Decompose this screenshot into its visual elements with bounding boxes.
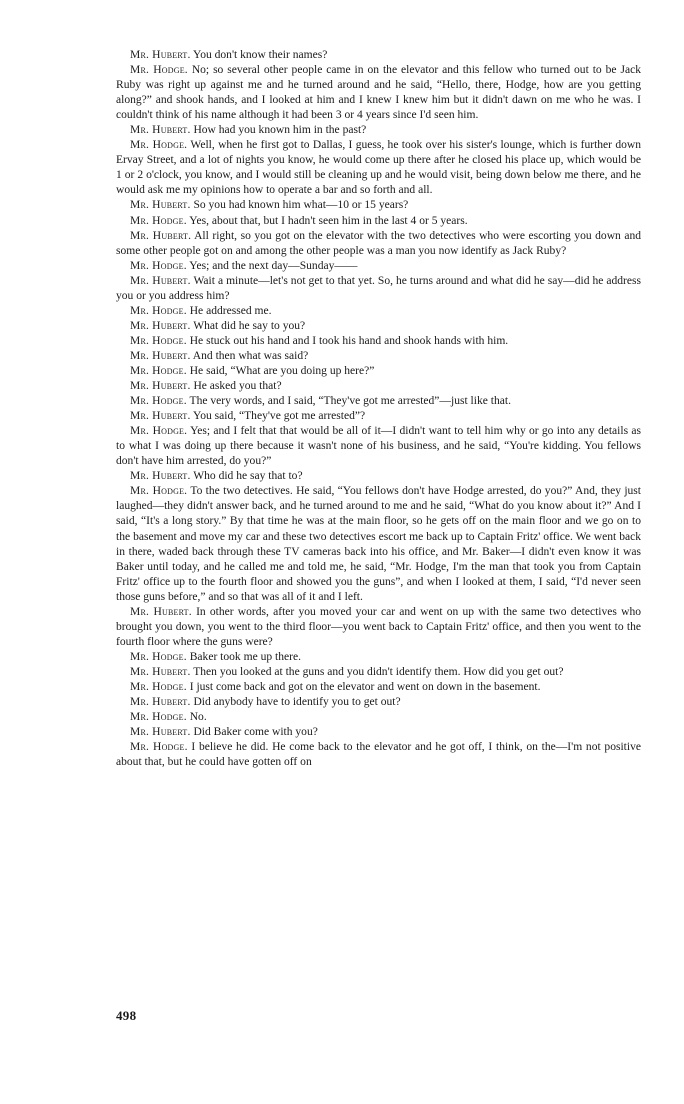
statement-text: All right, so you got on the elevator with the two detectives who were escorting you down and some other people got on and among the other people was a man you now identify as Jack Ruby? xyxy=(116,229,642,257)
statement-text: Wait a minute—let's not get to that yet. So, he turns around and what did he say—did he address you or you address him? xyxy=(116,274,641,302)
speaker-label: Mr. Hubert. xyxy=(130,726,191,739)
statement-text: Yes, about that, but I hadn't seen him in the last 4 or 5 years. xyxy=(189,214,468,227)
testimony-paragraph xyxy=(116,605,641,650)
speaker-label: Mr. Hodge. xyxy=(130,214,187,227)
speaker-label: Mr. Hubert. xyxy=(130,199,191,212)
speaker-label: Mr. Hodge. xyxy=(130,650,187,663)
statement-text: Baker took me up there. xyxy=(189,650,301,663)
speaker-label: Mr. Hodge. xyxy=(130,485,188,498)
testimony-paragraph xyxy=(116,319,641,334)
statement-text: Yes; and the next day—Sunday—— xyxy=(189,259,358,272)
testimony-paragraph xyxy=(116,725,641,740)
statement-text: I just come back and got on the elevator and went on down in the basement. xyxy=(189,680,541,693)
statement-text: So you had known him what—10 or 15 years? xyxy=(193,199,409,212)
speaker-label: Mr. Hubert. xyxy=(130,229,192,242)
speaker-label: Mr. Hubert. xyxy=(130,49,191,61)
statement-text: No; so several other people came in on the elevator and this fellow who turned out to be Jack Ruby was right up against me and he turned around and he said, “Hello, there, Hodge, how are you getting along?” and shook hands, and I looked at him and I knew I knew him but it didn't dawn on me who he was. I couldn't think of his name although it had been 3 or 4 years since I'd seen him. xyxy=(116,64,641,122)
testimony-paragraph xyxy=(116,229,641,259)
statement-text: The very words, and I said, “They've got me arrested”—just like that. xyxy=(189,395,511,408)
statement-text: And then what was said? xyxy=(192,349,309,362)
statement-text: He asked you that? xyxy=(193,380,282,393)
testimony-paragraph xyxy=(116,710,641,725)
statement-text: Did Baker come with you? xyxy=(193,726,318,739)
testimony-paragraph xyxy=(116,198,641,213)
speaker-label: Mr. Hubert. xyxy=(130,410,191,423)
speaker-label: Mr. Hodge. xyxy=(130,711,187,724)
testimony-paragraph xyxy=(116,680,641,695)
speaker-label: Mr. Hodge. xyxy=(130,680,187,693)
speaker-label: Mr. Hodge. xyxy=(130,395,187,408)
statement-text: Did anybody have to identify you to get out? xyxy=(193,696,401,709)
testimony-paragraph xyxy=(116,379,641,394)
statement-text: How had you known him in the past? xyxy=(193,124,367,137)
statement-text: You said, “They've got me arrested”? xyxy=(193,410,366,423)
testimony-paragraph xyxy=(116,665,641,680)
testimony-paragraph xyxy=(116,349,641,364)
statement-text: What did he say to you? xyxy=(193,319,306,332)
speaker-label: Mr. Hodge. xyxy=(130,259,187,272)
testimony-paragraph xyxy=(116,650,641,665)
testimony-paragraph xyxy=(116,123,641,138)
speaker-label: Mr. Hubert. xyxy=(130,124,191,137)
testimony-paragraph xyxy=(116,48,641,63)
page-number: 498 xyxy=(116,1008,137,1023)
statement-text: You don't know their names? xyxy=(193,49,328,61)
testimony-paragraph xyxy=(116,304,641,319)
speaker-label: Mr. Hodge. xyxy=(130,364,187,377)
testimony-paragraph xyxy=(116,138,641,198)
testimony-paragraph xyxy=(116,274,641,304)
speaker-label: Mr. Hodge. xyxy=(130,304,187,317)
testimony-paragraph xyxy=(116,63,641,123)
testimony-paragraph xyxy=(116,259,641,274)
testimony-body xyxy=(116,48,641,770)
statement-text: He stuck out his hand and I took his hand and shook hands with him. xyxy=(189,334,509,347)
speaker-label: Mr. Hodge. xyxy=(130,139,188,152)
statement-text: To the two detectives. He said, “You fellows don't have Hodge arrested, do you?” And, they just laughed—they didn't answer back, and he turned around to me and he said, “What do you know about it?” And I said, “It's a long story.” By that time he was at the main floor, so he gets off on the main floor and we go on to the basement and move my car and these two detectives escort me back up to Captain Fritz' office. We went back in there, waded back through these TV cameras back into his office, and Mr. Baker—I didn't even know it was Baker until today, and he called me and told me, he said, “Mr. Hodge, I'm the man that took you from Captain Fritz' office up to the fourth floor and showed you the guns”, and when I looked at them, I said, “I'd never seen those guns before,” and so that was all of it and I left. xyxy=(116,485,641,603)
testimony-paragraph xyxy=(116,364,641,379)
speaker-label: Mr. Hodge. xyxy=(130,64,188,77)
testimony-paragraph xyxy=(116,214,641,229)
testimony-paragraph xyxy=(116,409,641,424)
speaker-label: Mr. Hubert. xyxy=(130,319,191,332)
statement-text: Well, when he first got to Dallas, I guess, he took over his sister's lounge, which is further down Ervay Street, and a lot of nights you know, he would come up there after he closed his place up, which would be 1 or 2 o'clock, you know, and I would still be cleaning up and he would visit, being down below me there, and he would ask me my opinions how to operate a bar and so forth and all. xyxy=(116,139,641,197)
testimony-paragraph xyxy=(116,484,641,604)
testimony-paragraph xyxy=(116,394,641,409)
statement-text: He addressed me. xyxy=(189,304,272,317)
speaker-label: Mr. Hubert. xyxy=(130,274,191,287)
speaker-label: Mr. Hubert. xyxy=(130,665,191,678)
speaker-label: Mr. Hubert. xyxy=(130,605,192,618)
speaker-label: Mr. Hubert. xyxy=(130,696,191,709)
testimony-paragraph xyxy=(116,469,641,484)
statement-text: I believe he did. He come back to the elevator and he got off, I think, on the—I'm not positive about that, but he could have gotten off on xyxy=(116,741,641,769)
testimony-paragraph xyxy=(116,740,641,770)
testimony-paragraph xyxy=(116,695,641,710)
testimony-paragraph xyxy=(116,424,641,469)
statement-text: Then you looked at the guns and you didn't identify them. How did you get out? xyxy=(193,665,564,678)
testimony-paragraph xyxy=(116,334,641,349)
speaker-label: Mr. Hubert. xyxy=(130,349,191,362)
statement-text: In other words, after you moved your car and went on up with the same two detectives who brought you down, you went to the third floor—you went back to Captain Fritz' office, and then you went to the fourth floor where the guns were? xyxy=(116,605,641,648)
speaker-label: Mr. Hubert. xyxy=(130,470,191,483)
speaker-label: Mr. Hodge. xyxy=(130,334,187,347)
statement-text: No. xyxy=(189,711,207,724)
statement-text: Who did he say that to? xyxy=(193,470,303,483)
speaker-label: Mr. Hodge. xyxy=(130,425,188,438)
statement-text: He said, “What are you doing up here?” xyxy=(189,364,375,377)
speaker-label: Mr. Hubert. xyxy=(130,380,191,393)
statement-text: Yes; and I felt that that would be all of it—I didn't want to tell him why or go into any details as to what I was doing up there because it wasn't none of his business, and he said, “You're kidding. You fellows don't have him arrested, do you?” xyxy=(116,425,641,468)
speaker-label: Mr. Hodge. xyxy=(130,741,188,754)
transcript-page xyxy=(116,48,641,770)
